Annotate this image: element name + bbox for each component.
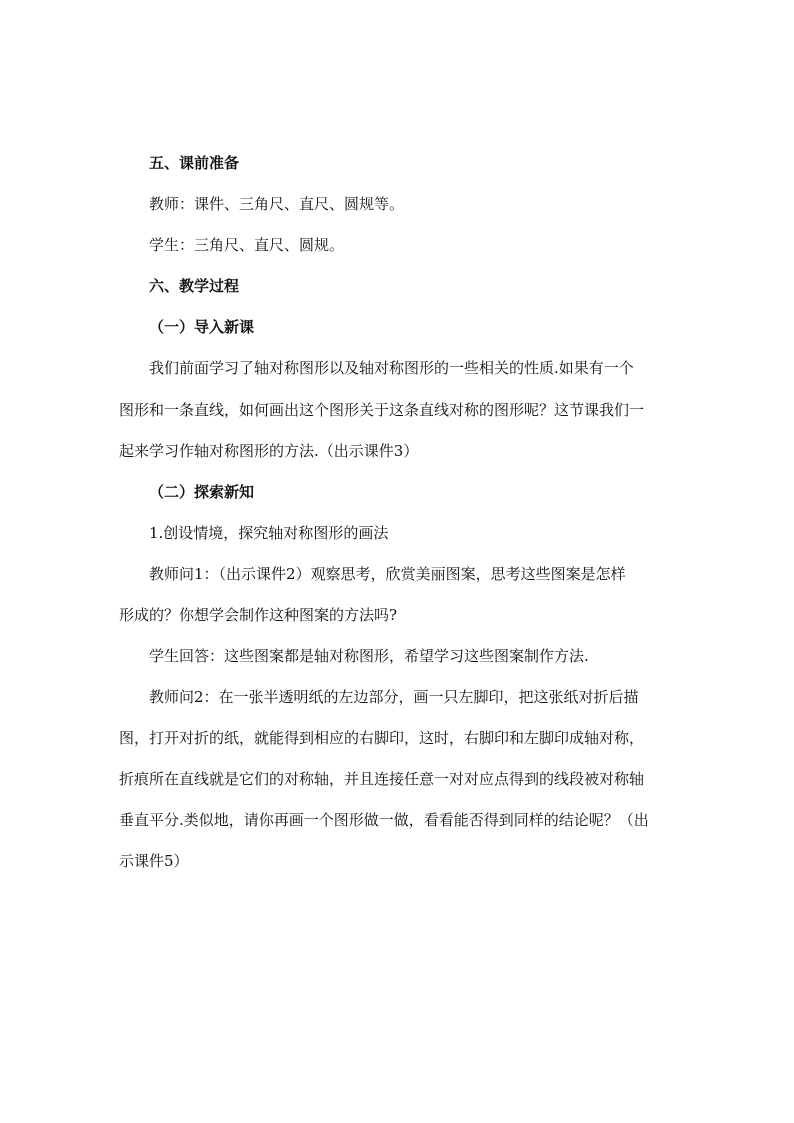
section-heading-6: 六、教学过程 <box>149 277 240 295</box>
paragraph-line: 教师问1：（出示课件2）观察思考，欣赏美丽图案，思考这些图案是怎样 <box>149 565 626 583</box>
paragraph-line: 1.创设情境，探究轴对称图形的画法 <box>149 524 389 542</box>
paragraph-line: 图，打开对折的纸，就能得到相应的右脚印，这时，右脚印和左脚印成轴对称， <box>119 729 645 747</box>
section-heading-5: 五、课前准备 <box>149 154 240 172</box>
subsection-heading-1: （一）导入新课 <box>149 318 255 336</box>
paragraph-line: 我们前面学习了轴对称图形以及轴对称图形的一些相关的性质.如果有一个 <box>149 359 634 377</box>
paragraph-line: 起来学习作轴对称图形的方法.（出示课件3） <box>119 442 419 460</box>
subsection-heading-2: （二）探索新知 <box>149 483 255 501</box>
student-materials: 学生：三角尺、直尺、圆规。 <box>149 236 345 254</box>
paragraph-line: 垂直平分.类似地，请你再画一个图形做一做，看看能否得到同样的结论呢？（出 <box>119 811 649 829</box>
paragraph-line: 示课件5） <box>119 852 189 870</box>
teacher-materials: 教师：课件、三角尺、直尺、圆规等。 <box>149 195 405 213</box>
paragraph-line: 形成的？你想学会制作这种图案的方法吗? <box>119 606 398 624</box>
paragraph-line: 教师问2：在一张半透明纸的左边部分，画一只左脚印，把这张纸对折后描 <box>149 688 639 706</box>
paragraph-line: 图形和一条直线，如何画出这个图形关于这条直线对称的图形呢？这节课我们一 <box>119 401 645 419</box>
paragraph-line: 折痕所在直线就是它们的对称轴，并且连接任意一对对应点得到的线段被对称轴 <box>119 770 645 788</box>
paragraph-line: 学生回答：这些图案都是轴对称图形，希望学习这些图案制作方法. <box>149 647 589 665</box>
